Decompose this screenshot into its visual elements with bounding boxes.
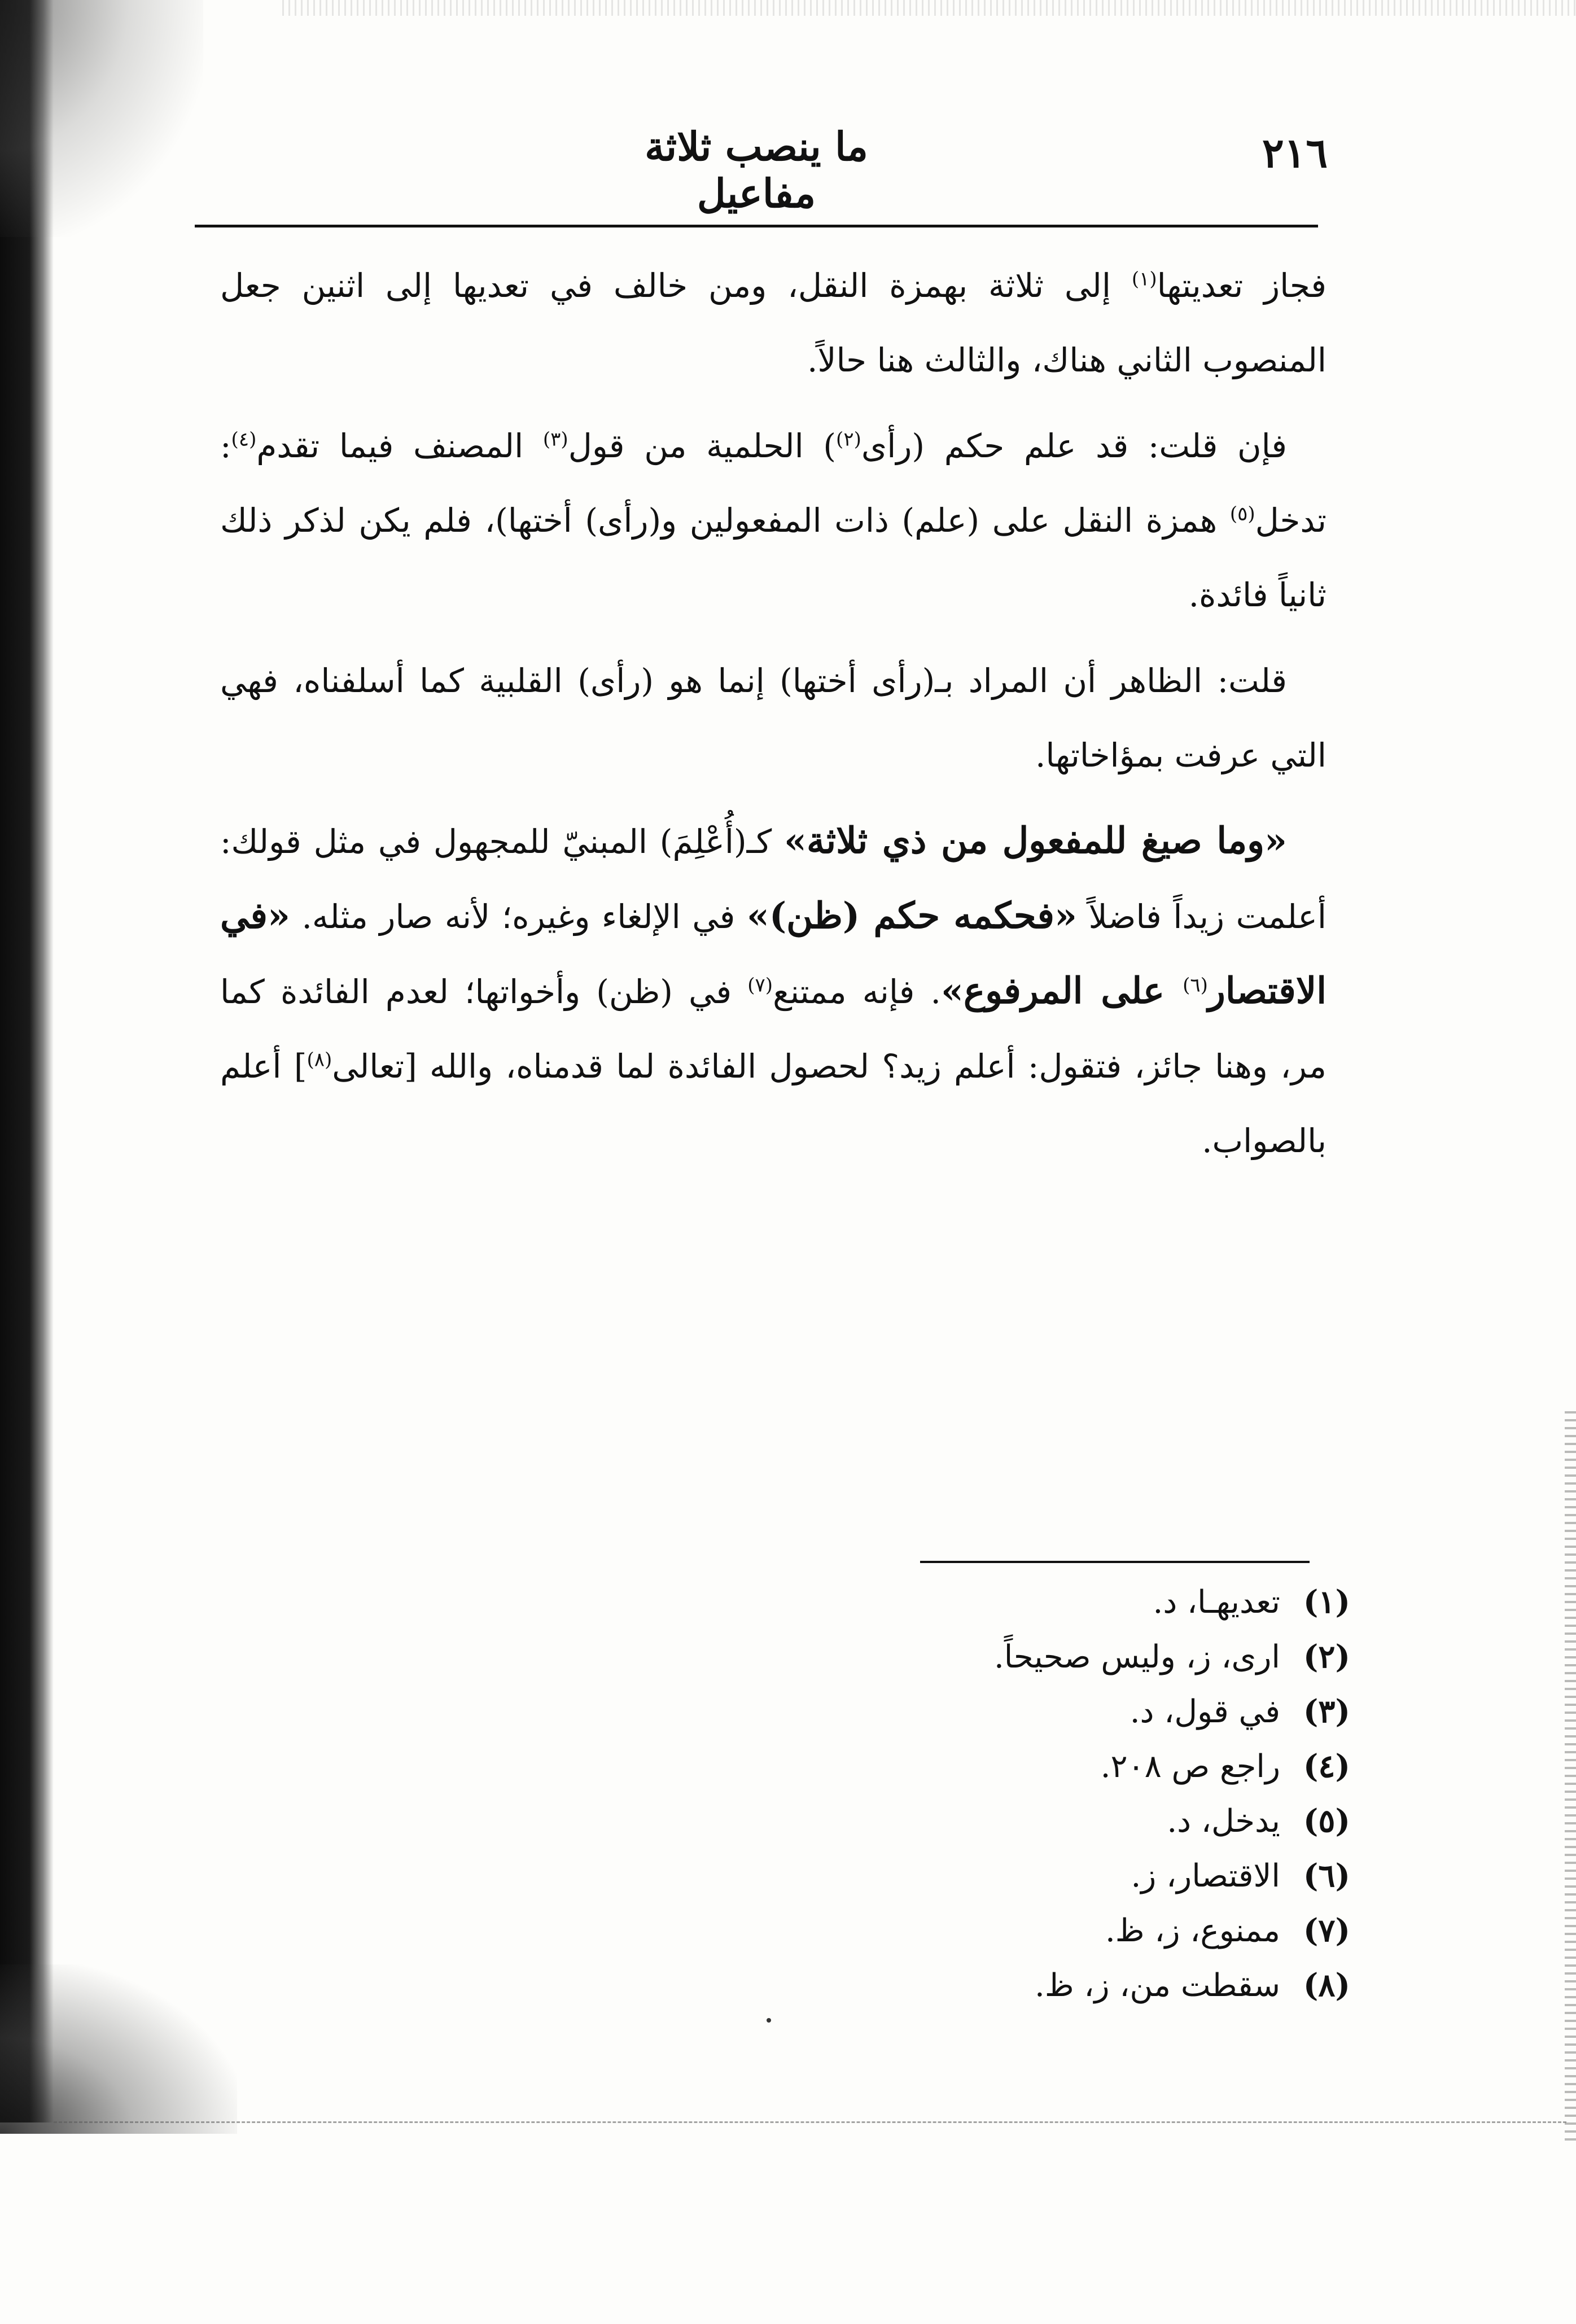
footnote-number: (٨) (1303, 1967, 1350, 2004)
footnote-number: (٥) (1303, 1802, 1350, 1840)
text-span: في (ظن) وأخواتها؛ لعدم الفائدة كما مر، وهنا جائز، فتقول: أعلم زيد؟ لحصول الفائدة لما قدمناه، والله [تعالى (220, 973, 1327, 1086)
footnote-number: (٦) (1303, 1857, 1350, 1894)
matn-quote: على المرفوع» (940, 970, 1183, 1012)
footnote-item (729, 1630, 1350, 1684)
main-text (220, 248, 1327, 1189)
scan-edge-right (1565, 1411, 1576, 2145)
text-span: . فإنه ممتنع (773, 973, 941, 1011)
page-number: ٢١٦ (1262, 129, 1328, 177)
scan-shadow-left (0, 0, 54, 2122)
text-span: إلى ثلاثة بهمزة النقل، ومن خالف في تعديها إلى اثنين جعل المنصوب الثاني هناك، والثالث هنا حالاً. (220, 266, 1327, 379)
footnote-text: يدخل، د. (1167, 1803, 1280, 1840)
footnote-text: في قول، د. (1130, 1693, 1280, 1730)
footnote-number: (٢) (1303, 1638, 1350, 1675)
scan-shadow-top (0, 0, 203, 237)
footnote-number: (٣) (1303, 1693, 1350, 1730)
footnote-text: الاقتصار، ز. (1131, 1858, 1280, 1894)
footnote-number: (٧) (1303, 1912, 1350, 1949)
matn-quote: «في الاقتصار (220, 895, 1327, 1012)
footnote-item (729, 1958, 1350, 2013)
footnote-text: تعديهـا، د. (1153, 1584, 1280, 1621)
text-span: كـ(أُعْلِمَ) المبنيّ للمجهول في مثل قولك: أعلمت زيداً فاضلاً (220, 822, 1327, 936)
text-span: همزة النقل على (علم) ذات المفعولين و(رأى) أختها)، فلم يكن لذكر ذلك ثانياً فائدة. (220, 501, 1327, 614)
header-rule (195, 225, 1318, 227)
matn-quote: «فحكمه حكم (ظن)» (746, 895, 1077, 937)
footnote-ref-4: (٤) (231, 428, 257, 451)
scan-noise-top (282, 0, 1576, 16)
footnote-item (729, 1575, 1350, 1630)
footnote-text: ممنوع، ز، ظ. (1105, 1912, 1280, 1949)
scan-edge-bottom (54, 2121, 1566, 2123)
footnote-item (729, 1739, 1350, 1794)
text-span: فجاز تعديتها (1157, 266, 1327, 305)
scan-shadow-bottom (0, 1964, 237, 2134)
footnote-ref-3: (٣) (542, 428, 568, 451)
text-span: المصنف فيما تقدم (256, 427, 543, 465)
footnote-rule (920, 1561, 1310, 1563)
footnote-ref-2: (٢) (836, 428, 861, 451)
scan-speck (767, 2018, 771, 2023)
footnote-item (729, 1849, 1350, 1903)
footnote-number: (١) (1303, 1583, 1350, 1621)
text-span: : تدخل (220, 427, 1327, 540)
footnote-ref-7: (٧) (747, 974, 773, 997)
paragraph-2 (220, 409, 1327, 632)
footnote-text: سقطت من، ز، ظ. (1035, 1967, 1280, 2004)
matn-quote: «وما صيغ للمفعول من ذي ثلاثة» (784, 820, 1288, 862)
footnote-ref-1: (١) (1131, 268, 1157, 291)
footnote-item (729, 1903, 1350, 1958)
footnote-text: ارى، ز، وليس صحيحاً. (993, 1639, 1280, 1675)
footnote-item (729, 1794, 1350, 1849)
footnote-number: (٤) (1303, 1748, 1350, 1785)
footnotes-list (729, 1575, 1350, 2013)
text-span: ) الحلمية من قول (568, 427, 837, 465)
paragraph-3: قلت: الظاهر أن المراد بـ(رأى أختها) إنما هو (رأى) القلبية كما أسلفناه، فهي التي عرفت بمؤاخاتها. (220, 662, 1327, 774)
text-span: ] أعلم بالصواب. (220, 1047, 1327, 1160)
paragraph-1 (220, 248, 1327, 397)
footnote-ref-6: (٦) (1183, 974, 1208, 997)
footnote-ref-5: (٥) (1229, 502, 1255, 526)
text-span: فإن قلت: قد علم حكم (رأى (861, 427, 1287, 465)
paragraph-4 (220, 804, 1327, 1178)
footnote-text: راجع ص ٢٠٨. (1100, 1748, 1280, 1785)
text-span: في الإلغاء وغيره؛ لأنه صار مثله. (290, 898, 747, 936)
running-title: ما ينصب ثلاثة مفاعيل (645, 123, 868, 217)
footnote-item (729, 1684, 1350, 1739)
footnote-ref-8: (٨) (307, 1048, 332, 1071)
